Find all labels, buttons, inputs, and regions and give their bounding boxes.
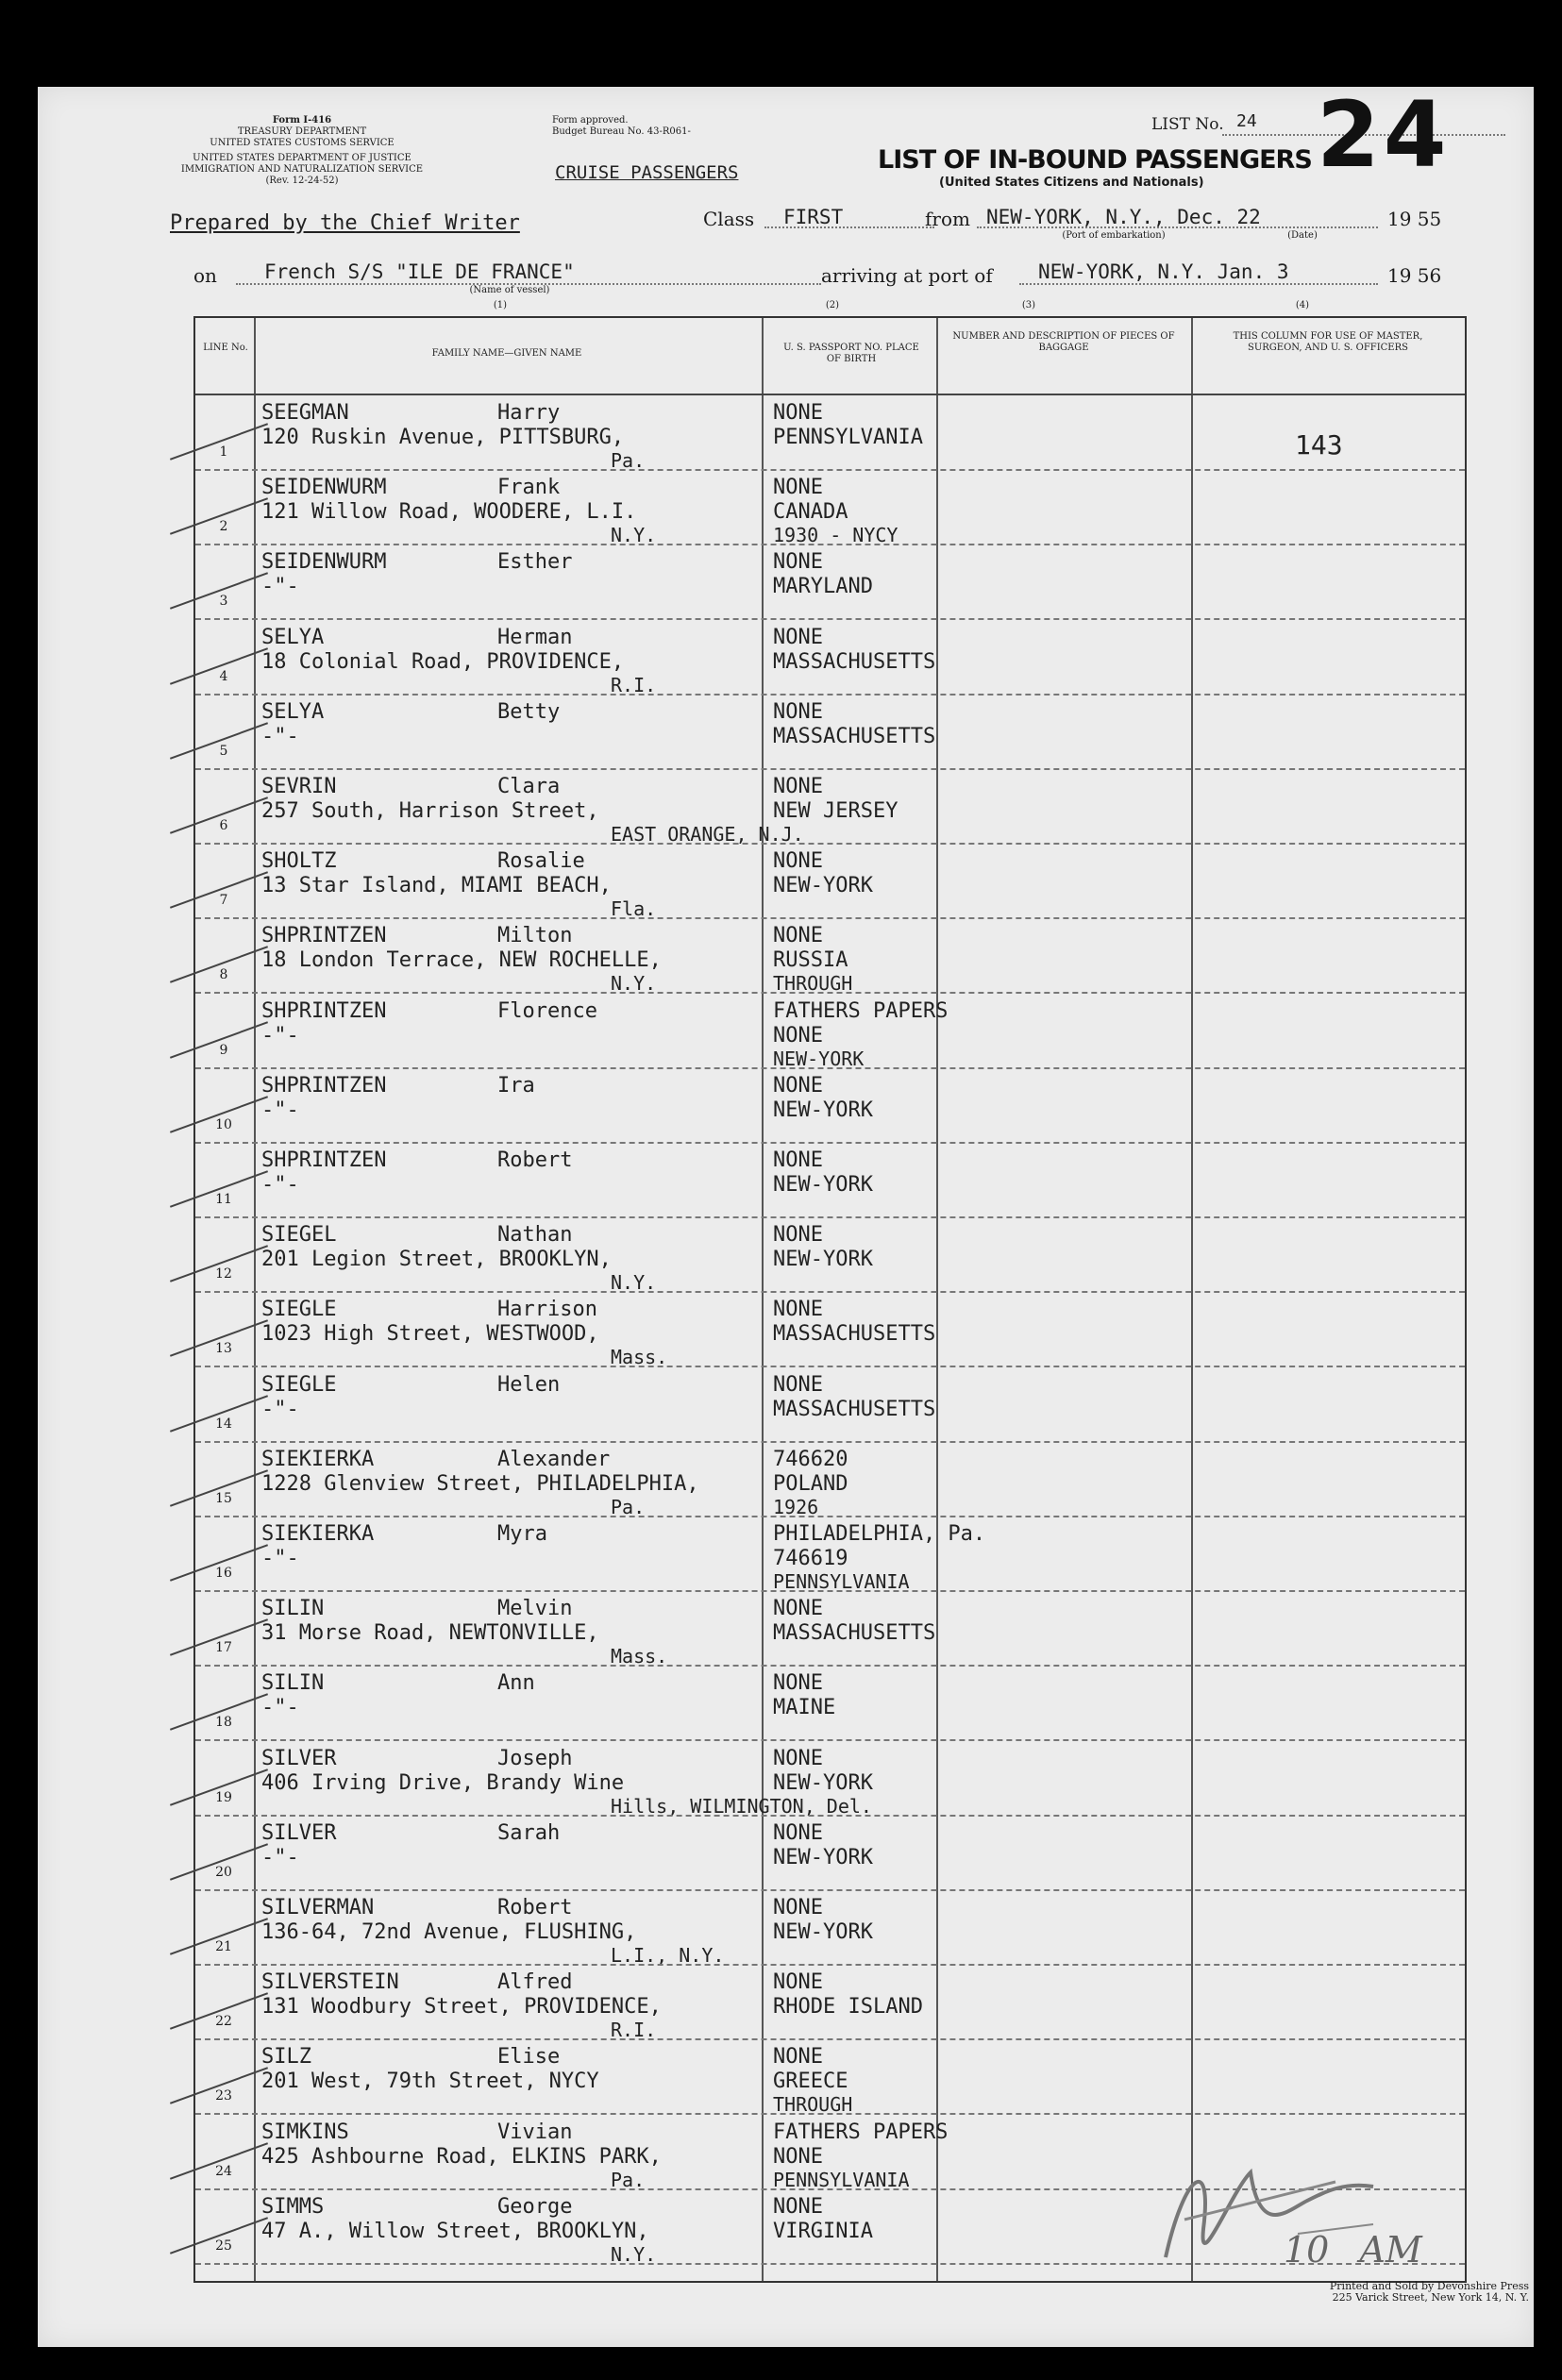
passport-line-3: THROUGH xyxy=(773,2093,853,2117)
passport-line-2: NEW-YORK xyxy=(773,874,873,898)
table-row xyxy=(195,769,1465,844)
family-name: SIEGEL xyxy=(261,1223,337,1248)
year-arrival: 19 56 xyxy=(1387,264,1442,287)
passport-line-2: MAINE xyxy=(773,1696,836,1720)
from-label: from xyxy=(925,208,970,230)
passport-line-2: PENNSYLVANIA xyxy=(773,426,923,449)
address-line-2: Mass. xyxy=(611,1346,668,1369)
table-row xyxy=(195,1890,1465,1965)
given-name: Sarah xyxy=(497,1820,561,1845)
passport-line-2: NEW-YORK xyxy=(773,1248,873,1272)
form-header-left xyxy=(179,115,425,187)
passport-line-3: 1926 xyxy=(773,1495,819,1518)
passport-line-1: NONE xyxy=(773,924,823,948)
customs-service: UNITED STATES CUSTOMS SERVICE xyxy=(210,138,395,148)
given-name: Myra xyxy=(497,1522,547,1546)
given-name: Harry xyxy=(497,401,561,425)
table-row xyxy=(195,695,1465,769)
table-row xyxy=(195,918,1465,996)
table-row xyxy=(195,1367,1465,1442)
address-line-1: 257 South, Harrison Street, xyxy=(261,799,599,823)
given-name: Herman xyxy=(497,625,573,649)
passport-line-2: NEW-YORK xyxy=(773,1770,873,1795)
address-line-1: 121 Willow Road, WOODERE, L.I. xyxy=(261,500,637,525)
line-number: 19 xyxy=(215,1789,232,1805)
family-name: SHOLTZ xyxy=(261,849,337,874)
given-name: Robert xyxy=(497,1896,573,1919)
line-number: 6 xyxy=(219,818,228,833)
header-name: FAMILY NAME—GIVEN NAME xyxy=(431,348,582,359)
vessel-name: French S/S "ILE DE FRANCE" xyxy=(264,260,575,283)
handwritten-ten: 10 xyxy=(1284,2229,1330,2271)
passport-line-1: NONE xyxy=(773,476,823,500)
passport-line-2: POLAND xyxy=(773,1471,848,1496)
address-line-1: -"- xyxy=(261,1547,299,1570)
passport-line-1: NONE xyxy=(773,401,823,425)
passport-line-3: PENNSYLVANIA xyxy=(773,1570,910,1593)
address-line-2: N.Y. xyxy=(611,524,657,547)
address-line-1: -"- xyxy=(261,1696,299,1720)
given-name: Melvin xyxy=(497,1597,573,1621)
passport-line-1: NONE xyxy=(773,2194,823,2219)
given-name: Frank xyxy=(497,476,561,500)
line-number: 10 xyxy=(215,1116,232,1132)
family-name: SILVER xyxy=(261,1746,337,1770)
arrival-port-value: NEW-YORK, N.Y. Jan. 3 xyxy=(1038,260,1289,283)
form-approved: Form approved. xyxy=(552,115,629,126)
table-row xyxy=(195,1666,1465,1740)
table-row xyxy=(195,1217,1465,1295)
passport-line-1: NONE xyxy=(773,1372,823,1397)
class-label: Class xyxy=(703,208,755,230)
treasury-dept: TREASURY DEPARTMENT xyxy=(237,126,367,137)
given-name: Milton xyxy=(497,924,573,948)
list-number-big: 24 xyxy=(1317,82,1451,188)
family-name: SHPRINTZEN xyxy=(261,998,387,1023)
passport-line-2: GREECE xyxy=(773,2070,848,2094)
address-line-2: Hills, WILMINGTON, Del. xyxy=(611,1794,872,1818)
passport-line-2: NEW-YORK xyxy=(773,1845,873,1869)
on-label: on xyxy=(193,264,217,287)
passport-line-2: NONE xyxy=(773,1023,823,1048)
given-name: Betty xyxy=(497,699,561,724)
passport-line-2: MARYLAND xyxy=(773,575,873,599)
ins-service: IMMIGRATION AND NATURALIZATION SERVICE xyxy=(180,164,424,175)
table-row xyxy=(195,470,1465,545)
passport-line-1: NONE xyxy=(773,1671,823,1696)
passport-line-1: NONE xyxy=(773,1746,823,1770)
date-caption: (Date) xyxy=(1287,230,1318,241)
line-number: 5 xyxy=(219,743,228,759)
family-name: SHPRINTZEN xyxy=(261,924,387,948)
embarkation-value: NEW-YORK, N.Y., Dec. 22 xyxy=(986,206,1261,228)
line-number: 9 xyxy=(219,1042,228,1058)
family-name: SHPRINTZEN xyxy=(261,1148,387,1172)
passport-line-2: NONE xyxy=(773,2144,823,2169)
line-number: 14 xyxy=(215,1416,232,1432)
given-name: George xyxy=(497,2194,573,2219)
column-number-3: (3) xyxy=(1021,300,1036,310)
passport-line-2: NEW-YORK xyxy=(773,1920,873,1944)
passport-line-1: NONE xyxy=(773,2045,823,2070)
given-name: Alexander xyxy=(497,1447,611,1471)
line-number: 16 xyxy=(215,1566,232,1581)
revision: (Rev. 12-24-52) xyxy=(265,176,339,186)
address-line-1: 18 London Terrace, NEW ROCHELLE, xyxy=(261,948,662,973)
passport-line-1: PHILADELPHIA, Pa. xyxy=(773,1522,986,1546)
table-row xyxy=(195,994,1465,1068)
address-line-2: Pa. xyxy=(611,449,646,472)
given-name: Robert xyxy=(497,1148,573,1172)
address-line-1: -"- xyxy=(261,1173,299,1197)
passport-line-2: MASSACHUSETTS xyxy=(773,1397,936,1421)
family-name: SEIDENWURM xyxy=(261,550,387,575)
family-name: SIEGLE xyxy=(261,1372,337,1397)
address-line-1: 120 Ruskin Avenue, PITTSBURG, xyxy=(261,426,625,449)
table-row xyxy=(195,1143,1465,1217)
family-name: SELYA xyxy=(261,699,325,724)
table-row xyxy=(195,620,1465,695)
family-name: SILVERSTEIN xyxy=(261,1970,399,1995)
passport-line-1: 746620 xyxy=(773,1447,848,1471)
given-name: Clara xyxy=(497,775,561,798)
printer-line-1: Printed and Sold by Devonshire Press xyxy=(1329,2280,1529,2292)
line-number: 25 xyxy=(215,2238,232,2254)
table-row xyxy=(195,1292,1465,1369)
budget-bureau: Budget Bureau No. 43-R061- xyxy=(552,126,691,137)
passport-line-2: MASSACHUSETTS xyxy=(773,724,936,748)
given-name: Harrison xyxy=(497,1298,597,1322)
family-name: SIMMS xyxy=(261,2194,325,2219)
given-name: Vivian xyxy=(497,2120,573,2144)
passport-line-2: NEW JERSEY xyxy=(773,799,899,823)
address-line-1: 406 Irving Drive, Brandy Wine xyxy=(261,1770,625,1795)
address-line-2: R.I. xyxy=(611,673,657,696)
table-row xyxy=(195,844,1465,921)
passport-line-1: NONE xyxy=(773,1073,823,1098)
address-line-2: L.I., N.Y. xyxy=(611,1944,725,1967)
family-name: SIEKIERKA xyxy=(261,1447,375,1471)
manifest-page xyxy=(38,82,1534,2347)
table-row xyxy=(195,1741,1465,1816)
passport-line-3: NEW-YORK xyxy=(773,1047,865,1070)
passport-line-1: NONE xyxy=(773,1896,823,1919)
address-line-2: N.Y. xyxy=(611,1271,657,1295)
justice-dept: UNITED STATES DEPARTMENT OF JUSTICE xyxy=(193,153,411,163)
address-line-1: 136-64, 72nd Avenue, FLUSHING, xyxy=(261,1920,637,1944)
passport-line-2: VIRGINIA xyxy=(773,2219,873,2243)
column-number-2: (2) xyxy=(825,300,840,310)
address-line-2: R.I. xyxy=(611,2019,657,2042)
passport-line-1: NONE xyxy=(773,625,823,649)
handwritten-time xyxy=(1284,2229,1422,2271)
table-row xyxy=(195,1442,1465,1517)
header-line-no: LINE No. xyxy=(203,343,248,353)
address-line-1: 1228 Glenview Street, PHILADELPHIA, xyxy=(261,1471,699,1496)
line-number: 22 xyxy=(215,2014,232,2030)
prepared-by: Prepared by the Chief Writer xyxy=(170,211,520,235)
passport-line-2: MASSACHUSETTS xyxy=(773,1322,936,1347)
family-name: SILIN xyxy=(261,1597,325,1621)
address-line-1: -"- xyxy=(261,724,299,748)
class-value: FIRST xyxy=(783,206,844,228)
line-number: 21 xyxy=(215,1939,232,1954)
address-line-2: Mass. xyxy=(611,1645,668,1668)
family-name: SILVER xyxy=(261,1820,337,1845)
passport-line-1: NONE xyxy=(773,775,823,798)
table-row xyxy=(195,1816,1465,1890)
address-line-1: 201 Legion Street, BROOKLYN, xyxy=(261,1248,612,1272)
address-line-2: Fla. xyxy=(611,897,657,921)
given-name: Elise xyxy=(497,2045,561,2070)
address-line-1: 13 Star Island, MIAMI BEACH, xyxy=(261,874,612,898)
passport-line-1: NONE xyxy=(773,849,823,874)
line-number: 24 xyxy=(215,2163,232,2179)
line-number: 11 xyxy=(215,1192,232,1207)
passport-line-2: MASSACHUSETTS xyxy=(773,649,936,674)
address-line-2: N.Y. xyxy=(611,972,657,996)
line-number: 15 xyxy=(215,1490,232,1506)
header-baggage: NUMBER AND DESCRIPTION OF PIECES OF BAGGAGE xyxy=(952,331,1175,353)
line-number: 17 xyxy=(215,1640,232,1656)
passport-line-2: RUSSIA xyxy=(773,948,848,973)
passport-line-1: FATHERS PAPERS xyxy=(773,998,949,1023)
address-line-1: -"- xyxy=(261,1845,299,1869)
arriving-label: arriving at port of xyxy=(821,264,993,287)
table-row xyxy=(195,1965,1465,2042)
passport-line-2: 746619 xyxy=(773,1547,848,1570)
table-row xyxy=(195,1068,1465,1143)
printer-line-2: 225 Varick Street, New York 14, N. Y. xyxy=(1332,2291,1529,2304)
cruise-passengers-stamp: CRUISE PASSENGERS xyxy=(555,162,739,183)
passport-line-1: FATHERS PAPERS xyxy=(773,2120,949,2144)
address-line-1: -"- xyxy=(261,1098,299,1122)
line-number: 20 xyxy=(215,1864,232,1880)
form-title: LIST OF IN-BOUND PASSENGERS xyxy=(878,145,1312,175)
given-name: Joseph xyxy=(497,1746,573,1770)
given-name: Ira xyxy=(497,1073,535,1098)
passport-line-1: NONE xyxy=(773,550,823,575)
address-line-1: 18 Colonial Road, PROVIDENCE, xyxy=(261,649,625,674)
given-name: Rosalie xyxy=(497,849,585,874)
family-name: SILIN xyxy=(261,1671,325,1696)
address-line-1: -"- xyxy=(261,1397,299,1421)
passport-line-1: NONE xyxy=(773,1223,823,1248)
address-line-1: -"- xyxy=(261,575,299,599)
family-name: SEIDENWURM xyxy=(261,476,387,500)
port-caption: (Port of embarkation) xyxy=(1062,230,1166,241)
vessel-caption: (Name of vessel) xyxy=(469,285,550,295)
passport-line-1: NONE xyxy=(773,1148,823,1172)
given-name: Helen xyxy=(497,1372,561,1397)
form-number: Form I-416 xyxy=(272,115,332,126)
family-name: SEVRIN xyxy=(261,775,337,798)
passport-line-1: NONE xyxy=(773,1970,823,1995)
address-line-1: 131 Woodbury Street, PROVIDENCE, xyxy=(261,1995,662,2020)
passport-line-1: NONE xyxy=(773,1298,823,1322)
line-number: 4 xyxy=(219,668,228,684)
list-number-small: 24 xyxy=(1236,111,1257,131)
address-line-2: Pa. xyxy=(611,2168,646,2191)
address-line-1: 425 Ashbourne Road, ELKINS PARK, xyxy=(261,2144,662,2169)
handwritten-signature xyxy=(1147,2116,1496,2314)
line-number: 3 xyxy=(219,594,228,610)
family-name: SHPRINTZEN xyxy=(261,1073,387,1098)
table-row xyxy=(195,1591,1465,1666)
table-row xyxy=(195,1517,1465,1591)
passport-line-1: NONE xyxy=(773,1820,823,1845)
official-annotation: 143 xyxy=(1295,429,1343,461)
form-subtitle: (United States Citizens and Nationals) xyxy=(939,176,1204,190)
passport-line-2: NEW-YORK xyxy=(773,1098,873,1122)
line-number: 2 xyxy=(219,519,228,535)
given-name: Esther xyxy=(497,550,573,575)
address-line-2: Pa. xyxy=(611,1495,646,1518)
address-line-2: EAST ORANGE, N.J. xyxy=(611,823,804,846)
form-approval xyxy=(552,115,722,138)
given-name: Florence xyxy=(497,998,597,1023)
given-name: Alfred xyxy=(497,1970,573,1995)
given-name: Ann xyxy=(497,1671,535,1696)
address-line-1: 47 A., Willow Street, BROOKLYN, xyxy=(261,2219,649,2243)
passport-line-3: PENNSYLVANIA xyxy=(773,2168,910,2191)
table-row xyxy=(195,395,1465,470)
passport-line-1: NONE xyxy=(773,699,823,724)
family-name: SIEGLE xyxy=(261,1298,337,1322)
family-name: SIMKINS xyxy=(261,2120,349,2144)
address-line-1: 31 Morse Road, NEWTONVILLE, xyxy=(261,1621,599,1646)
line-number: 23 xyxy=(215,2088,232,2104)
family-name: SIEKIERKA xyxy=(261,1522,375,1546)
passport-line-3: 1930 - NYCY xyxy=(773,524,899,547)
address-line-1: 1023 High Street, WESTWOOD, xyxy=(261,1322,599,1347)
arrival-dots xyxy=(1019,283,1378,285)
passport-line-2: MASSACHUSETTS xyxy=(773,1621,936,1646)
passport-line-2: CANADA xyxy=(773,500,848,525)
given-name: Nathan xyxy=(497,1223,573,1248)
line-number: 13 xyxy=(215,1341,232,1357)
line-number: 7 xyxy=(219,893,228,909)
line-number: 18 xyxy=(215,1715,232,1731)
family-name: SILZ xyxy=(261,2045,311,2070)
year-embarkation: 19 55 xyxy=(1387,208,1442,230)
column-number-1: (1) xyxy=(493,300,508,310)
family-name: SILVERMAN xyxy=(261,1896,375,1919)
list-number-label: LIST No. xyxy=(1151,115,1224,134)
passport-line-2: RHODE ISLAND xyxy=(773,1995,923,2020)
column-number-4: (4) xyxy=(1295,300,1310,310)
address-line-1: -"- xyxy=(261,1023,299,1048)
passenger-table xyxy=(193,316,1467,2283)
table-row xyxy=(195,2039,1465,2117)
header-officers: THIS COLUMN FOR USE OF MASTER, SURGEON, AND U. S. OFFICERS xyxy=(1233,331,1423,353)
handwritten-am: AM xyxy=(1359,2229,1422,2271)
family-name: SEEGMAN xyxy=(261,401,349,425)
signature-stroke xyxy=(1184,2182,1335,2220)
header-passport: U. S. PASSPORT NO. PLACE OF BIRTH xyxy=(783,343,919,364)
address-line-1: 201 West, 79th Street, NYCY xyxy=(261,2070,599,2094)
passport-line-1: NONE xyxy=(773,1597,823,1621)
table-row xyxy=(195,545,1465,619)
address-line-2: N.Y. xyxy=(611,2242,657,2266)
line-number: 12 xyxy=(215,1266,232,1282)
passport-line-3: THROUGH xyxy=(773,972,853,996)
line-number: 1 xyxy=(219,444,228,460)
line-number: 8 xyxy=(219,967,228,983)
family-name: SELYA xyxy=(261,625,325,649)
passport-line-2: NEW-YORK xyxy=(773,1173,873,1197)
